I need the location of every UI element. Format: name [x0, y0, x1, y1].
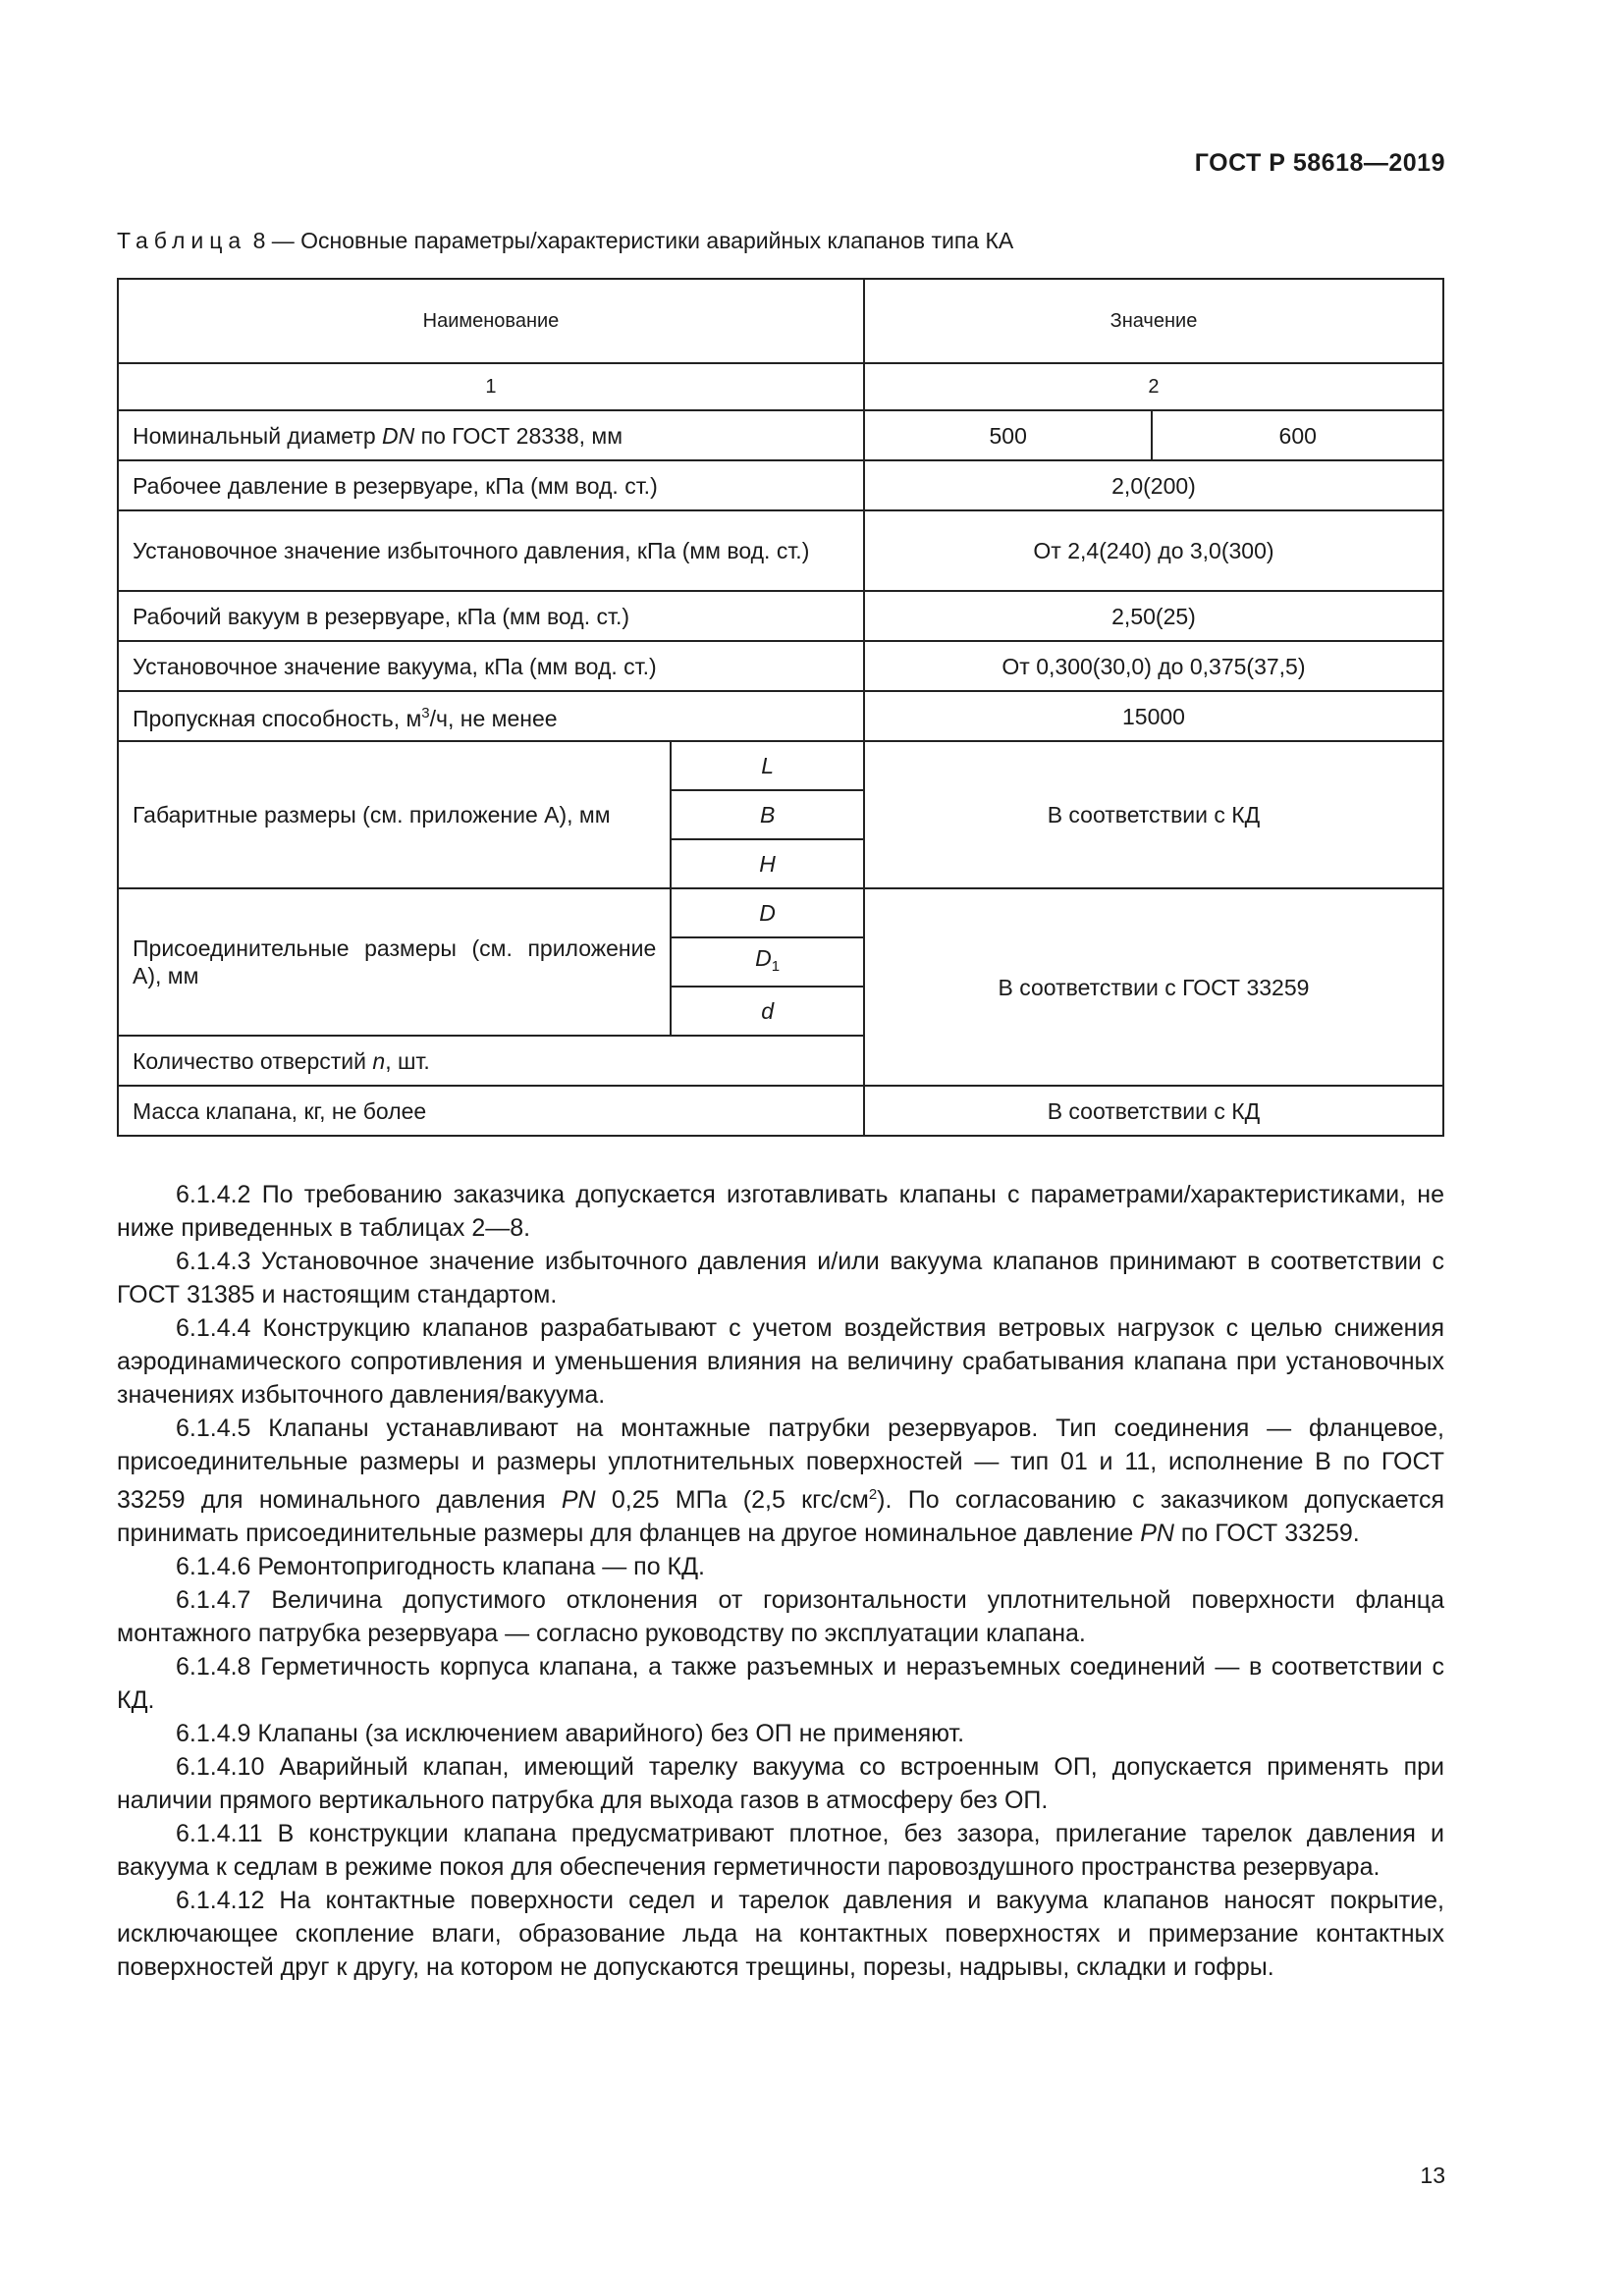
label-part: /ч, не менее [429, 706, 558, 731]
header-name: Наименование [118, 279, 864, 363]
table-row [118, 410, 1443, 460]
dimension-symbol [671, 839, 864, 888]
parameters-table [117, 278, 1444, 1137]
superscript: 3 [421, 705, 430, 721]
row-value: 15000 [864, 691, 1443, 741]
label-part: Количество отверстий [133, 1047, 373, 1074]
row-value: 2,50(25) [864, 591, 1443, 641]
dimension-symbol [671, 790, 864, 839]
row-label: Рабочее давление в резервуаре, кПа (мм вод. ст.) [118, 460, 864, 510]
table-header-row [118, 279, 1443, 363]
paragraph-6-1-4-4: 6.1.4.4 Конструкцию клапанов разрабатывают с учетом воздействия ветровых нагрузок с целью снижения аэродинамического сопротивления и уменьшения влияния на величину срабатывания клапана при установочных значениях избыточного давления/вакуума. [117, 1314, 1444, 1409]
label-italic: DN [382, 422, 415, 449]
table-row [118, 641, 1443, 691]
row-value: В соответствии с КД [864, 741, 1443, 888]
text-part: 0,25 МПа (2,5 кгс/см [595, 1486, 869, 1514]
row-label [118, 691, 864, 741]
column-number-2: 2 [864, 363, 1443, 410]
table-numbering-row [118, 363, 1443, 410]
row-label: Установочное значение избыточного давления, кПа (мм вод. ст.) [118, 510, 864, 591]
label-part: Пропускная способность, м [133, 706, 422, 731]
row-label: Масса клапана, кг, не более [118, 1086, 864, 1136]
value-dn-500: 500 [864, 410, 1153, 460]
dimension-symbol [671, 741, 864, 790]
paragraph-6-1-4-9: 6.1.4.9 Клапаны (за исключением аварийного) без ОП не применяют. [176, 1720, 965, 1747]
row-label: Установочное значение вакуума, кПа (мм вод. ст.) [118, 641, 864, 691]
paragraph-6-1-4-3: 6.1.4.3 Установочное значение избыточного давления и/или вакуума клапанов принимают в соответствии с ГОСТ 31385 и настоящим стандартом. [117, 1248, 1444, 1308]
row-value: В соответствии с КД [864, 1086, 1443, 1136]
row-label [118, 1036, 864, 1086]
label-italic: n [372, 1047, 386, 1074]
dimension-symbol [671, 937, 864, 987]
document-code: ГОСТ Р 58618—2019 [1194, 149, 1445, 177]
table-row [118, 591, 1443, 641]
row-label: Присоединительные размеры (см. приложение А), мм [118, 888, 671, 1036]
header-value: Значение [864, 279, 1443, 363]
symbol-d-lower: d [761, 998, 775, 1024]
value-dn-600: 600 [1152, 410, 1443, 460]
table-row [118, 510, 1443, 591]
symbol-h: H [759, 851, 776, 877]
table-row [118, 888, 1443, 937]
paragraph-6-1-4-6: 6.1.4.6 Ремонтопригодность клапана — по КД. [176, 1553, 705, 1580]
paragraph-6-1-4-10: 6.1.4.10 Аварийный клапан, имеющий тарелку вакуума со встроенным ОП, допускается применять при наличии прямого вертикального патрубка для выхода газов в атмосферу без ОП. [117, 1753, 1444, 1814]
paragraph-6-1-4-5 [117, 1412, 1444, 1550]
paragraph-6-1-4-12: 6.1.4.12 На контактные поверхности седел и тарелок давления и вакуума клапанов наносят покрытие, исключающее скопление влаги, образование льда на контактных поверхностях и примерзание контактных поверхностей друг к другу, на котором не допускаются трещины, порезы, надрывы, складки и гофры. [117, 1887, 1444, 1981]
symbol-d-upper: D [759, 900, 776, 926]
symbol-d1: D [755, 944, 772, 971]
symbol-l: L [761, 753, 775, 778]
paragraph-6-1-4-11: 6.1.4.11 В конструкции клапана предусматривают плотное, без зазора, прилегание тарелок давления и вакуума к седлам в режиме покоя для обеспечения герметичности паровоздушного пространства резервуара. [117, 1820, 1444, 1881]
label-part: по ГОСТ 28338, мм [414, 422, 623, 449]
paragraph-6-1-4-7: 6.1.4.7 Величина допустимого отклонения от горизонтальности уплотнительной поверхности фланца монтажного патрубка резервуара — согласно руководству по эксплуатации клапана. [117, 1586, 1444, 1647]
superscript: 2 [868, 1486, 878, 1503]
row-value: От 2,4(240) до 3,0(300) [864, 510, 1443, 591]
table-row [118, 460, 1443, 510]
subscript: 1 [771, 957, 781, 975]
text-part: по ГОСТ 33259. [1173, 1520, 1360, 1547]
label-part: Номинальный диаметр [133, 422, 383, 449]
column-number-1: 1 [118, 363, 864, 410]
row-value: 2,0(200) [864, 460, 1443, 510]
body-text [117, 1178, 1444, 1984]
row-label: Габаритные размеры (см. приложение А), мм [118, 741, 671, 888]
table-caption-prefix: Таблица [117, 228, 247, 253]
text-italic: PN [1140, 1520, 1174, 1547]
label-part: , шт. [385, 1047, 430, 1074]
table-row [118, 1086, 1443, 1136]
dimension-symbol [671, 888, 864, 937]
text-part: ). По согласованию с заказчиком допускается принимать присоединительные размеры для фланцев на другое номинальное давление [117, 1486, 1444, 1547]
dimension-symbol [671, 987, 864, 1036]
table-row [118, 741, 1443, 790]
table-row [118, 691, 1443, 741]
paragraph-6-1-4-8: 6.1.4.8 Герметичность корпуса клапана, а также разъемных и неразъемных соединений — в соответствии с КД. [117, 1653, 1444, 1714]
row-value: От 0,300(30,0) до 0,375(37,5) [864, 641, 1443, 691]
table-caption-text: 8 — Основные параметры/характеристики аварийных клапанов типа КА [252, 228, 1014, 253]
text-part: 6.1.4.5 Клапаны устанавливают на монтажные патрубки резервуаров. Тип соединения — фланцевое, присоединительные размеры и размеры уплотнительных поверхностей — тип 01 и 11, исполнение В по ГОСТ 33259 для номинального давления [117, 1415, 1444, 1514]
paragraph-6-1-4-2: 6.1.4.2 По требованию заказчика допускается изготавливать клапаны с параметрами/характеристиками, не ниже приведенных в таблицах 2—8. [117, 1181, 1444, 1242]
page-number: 13 [1420, 2163, 1445, 2188]
table-caption [117, 228, 1013, 254]
symbol-b: B [759, 802, 776, 828]
row-value: В соответствии с ГОСТ 33259 [864, 888, 1443, 1086]
row-label: Рабочий вакуум в резервуаре, кПа (мм вод. ст.) [118, 591, 864, 641]
row-label [118, 410, 864, 460]
text-italic: PN [561, 1486, 596, 1514]
